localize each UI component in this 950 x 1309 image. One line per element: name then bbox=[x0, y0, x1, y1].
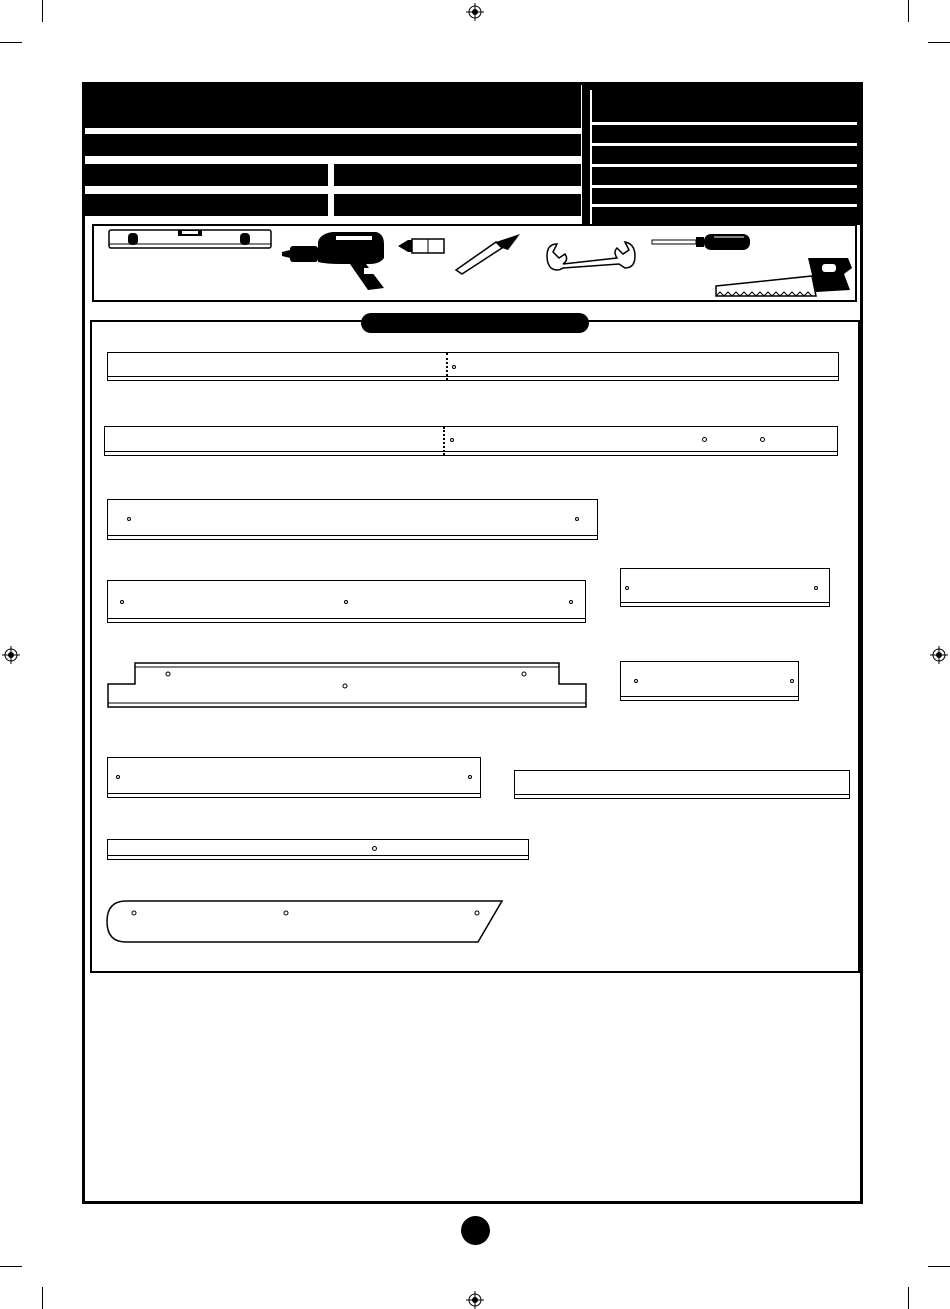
crop-mark-tr-h bbox=[928, 42, 950, 43]
header-info-left-1 bbox=[85, 164, 328, 186]
header-info-right-2 bbox=[334, 194, 581, 216]
side-row-5 bbox=[592, 208, 857, 224]
header-info-right-1 bbox=[334, 164, 581, 186]
drill-icon bbox=[280, 228, 388, 292]
part-board-5 bbox=[620, 568, 830, 607]
crop-mark-br-v bbox=[908, 1287, 909, 1309]
wrench-icon bbox=[543, 238, 637, 274]
header-title-bar bbox=[85, 85, 581, 128]
side-divider-5 bbox=[592, 204, 857, 207]
crop-mark-tl-h bbox=[0, 42, 22, 43]
bit-icon bbox=[396, 236, 446, 256]
part-board-3 bbox=[107, 499, 598, 540]
part-board-2 bbox=[104, 426, 838, 456]
side-divider-1 bbox=[592, 122, 857, 125]
page-number-badge bbox=[461, 1216, 490, 1245]
registration-mark-left bbox=[2, 646, 20, 664]
side-row-3 bbox=[592, 168, 857, 185]
part-board-4 bbox=[107, 580, 586, 623]
side-row-4 bbox=[592, 189, 857, 204]
part-board-7 bbox=[620, 661, 799, 701]
part-board-11 bbox=[106, 900, 504, 943]
registration-mark-top bbox=[466, 3, 484, 21]
parts-heading bbox=[361, 313, 589, 333]
crop-mark-bl-v bbox=[42, 1287, 43, 1309]
level-icon bbox=[108, 227, 272, 251]
part-board-1 bbox=[107, 352, 839, 381]
drill-bit-icon bbox=[452, 232, 524, 276]
crop-mark-bl-h bbox=[0, 1266, 22, 1267]
side-row-1 bbox=[592, 126, 857, 143]
side-divider-3 bbox=[592, 164, 857, 167]
registration-mark-right bbox=[930, 646, 948, 664]
screwdriver-icon bbox=[650, 232, 752, 252]
side-divider-2 bbox=[592, 143, 857, 146]
crop-mark-tr-v bbox=[908, 0, 909, 22]
header-subtitle-bar bbox=[85, 134, 581, 156]
side-divider-4 bbox=[592, 185, 857, 188]
part-board-8 bbox=[107, 757, 481, 798]
parts-panel bbox=[90, 320, 860, 973]
part-board-9 bbox=[514, 770, 850, 799]
side-title bbox=[592, 92, 857, 120]
side-row-2 bbox=[592, 147, 857, 164]
part-board-10 bbox=[107, 839, 529, 860]
crop-mark-tl-v bbox=[42, 0, 43, 22]
part-board-6 bbox=[107, 662, 588, 708]
crop-mark-br-h bbox=[928, 1266, 950, 1267]
saw-icon bbox=[712, 252, 854, 300]
registration-mark-bottom bbox=[466, 1291, 484, 1309]
header-info-left-2 bbox=[85, 194, 328, 216]
